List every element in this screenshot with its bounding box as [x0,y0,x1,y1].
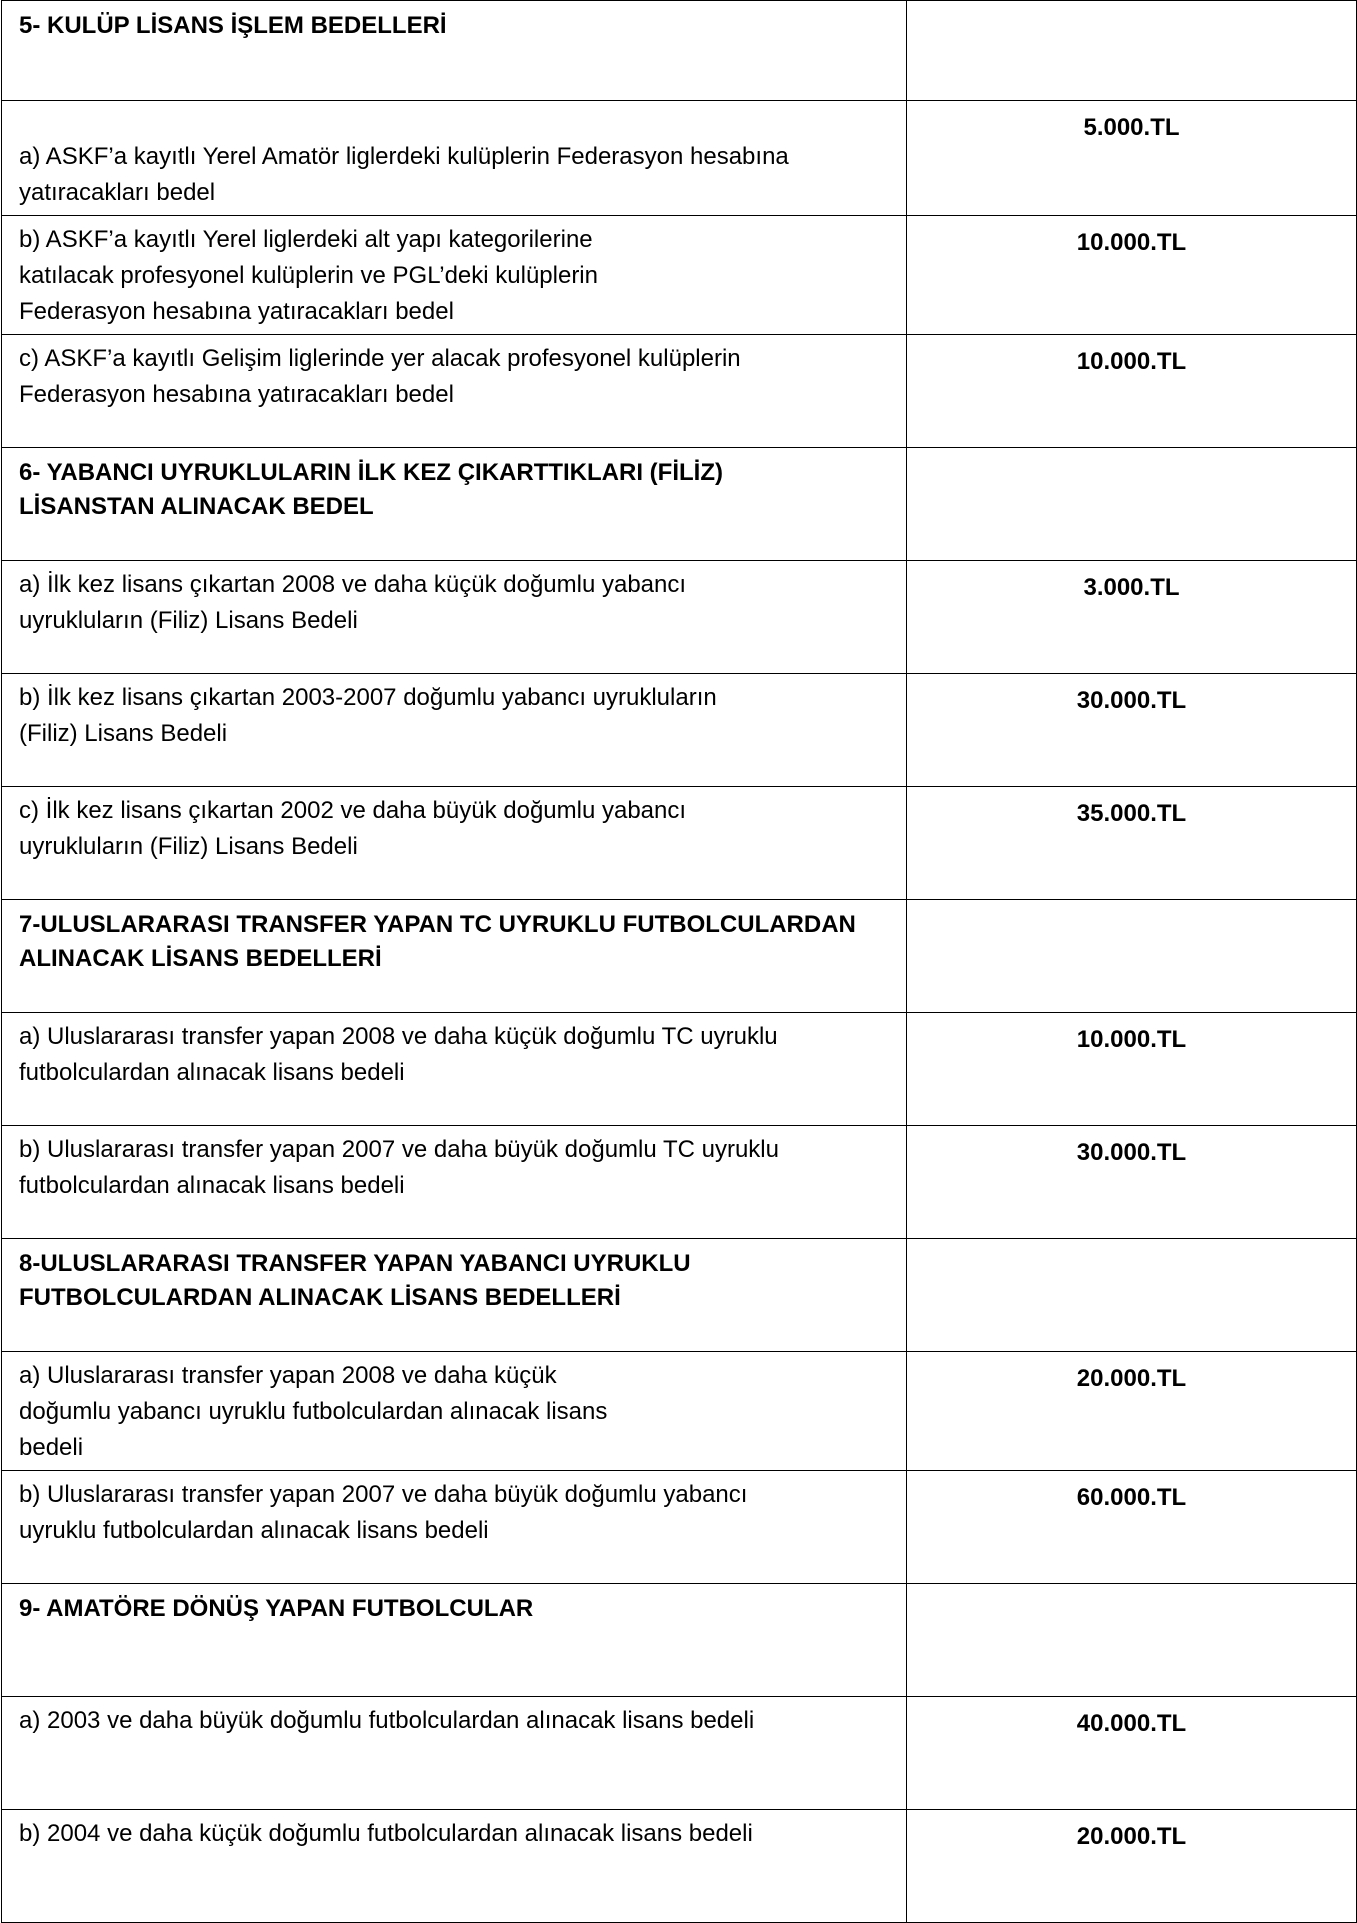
text-line: c) İlk kez lisans çıkartan 2002 ve daha büyük doğumlu yabancı [19,797,687,824]
fee-row [2,216,1357,335]
fee-row [2,1013,1357,1126]
section-amount-cell [907,448,1357,561]
fee-description [2,674,907,787]
fee-row [2,1810,1357,1923]
text-line: b) İlk kez lisans çıkartan 2003-2007 doğumlu yabancı uyrukluların [19,684,717,711]
section-header-row [2,900,1357,1013]
section-heading [2,1584,907,1697]
text-line: b) 2004 ve daha küçük doğumlu futbolculardan alınacak lisans bedeli [19,1820,753,1847]
text-line: 7-ULUSLARARASI TRANSFER YAPAN TC UYRUKLU FUTBOLCULARDAN [19,911,856,938]
fee-amount: 10.000.TL [907,1013,1357,1126]
fee-description [2,1471,907,1584]
fee-row [2,1352,1357,1471]
fee-amount: 10.000.TL [907,335,1357,448]
section-header-row [2,1584,1357,1697]
fee-description [2,1352,907,1471]
fee-description [2,1126,907,1239]
text-line: futbolculardan alınacak lisans bedeli [19,1172,405,1199]
text-line: b) ASKF’a kayıtlı Yerel liglerdeki alt yapı kategorilerine [19,226,593,253]
text-line: a) İlk kez lisans çıkartan 2008 ve daha küçük doğumlu yabancı [19,571,687,598]
fee-amount: 20.000.TL [907,1810,1357,1923]
text-line: 6- YABANCI UYRUKLULARIN İLK KEZ ÇIKARTTIKLARI (FİLİZ) [19,459,723,486]
text-line: LİSANSTAN ALINACAK BEDEL [19,493,374,520]
license-fee-table [1,0,1357,1923]
section-heading [2,900,907,1013]
fee-description [2,1810,907,1923]
text-line: a) ASKF’a kayıtlı Yerel Amatör liglerdeki kulüplerin Federasyon hesabına [19,143,789,170]
fee-amount: 35.000.TL [907,787,1357,900]
text-line: 5- KULÜP LİSANS İŞLEM BEDELLERİ [19,12,447,39]
section-heading [2,1,907,101]
text-line: Federasyon hesabına yatıracakları bedel [19,298,454,325]
section-heading [2,448,907,561]
fee-description [2,216,907,335]
text-line: 8-ULUSLARARASI TRANSFER YAPAN YABANCI UYRUKLU [19,1250,691,1277]
section-heading [2,1239,907,1352]
text-line: Federasyon hesabına yatıracakları bedel [19,381,454,408]
text-line: futbolculardan alınacak lisans bedeli [19,1059,405,1086]
fee-description [2,335,907,448]
fee-amount: 10.000.TL [907,216,1357,335]
text-line: b) Uluslararası transfer yapan 2007 ve daha büyük doğumlu yabancı [19,1481,748,1508]
fee-description [2,561,907,674]
fee-row [2,1126,1357,1239]
text-line: c) ASKF’a kayıtlı Gelişim liglerinde yer alacak profesyonel kulüplerin [19,345,741,372]
fee-description [2,101,907,216]
text-line: ALINACAK LİSANS BEDELLERİ [19,945,382,972]
section-amount-cell [907,1239,1357,1352]
license-fee-table-body [2,1,1357,1923]
text-line: yatıracakları bedel [19,179,216,206]
fee-row [2,101,1357,216]
section-header-row [2,1239,1357,1352]
text-line: (Filiz) Lisans Bedeli [19,720,228,747]
fee-description [2,1697,907,1810]
fee-row [2,787,1357,900]
section-amount-cell [907,1,1357,101]
fee-amount: 40.000.TL [907,1697,1357,1810]
fee-amount: 5.000.TL [907,101,1357,216]
fee-amount: 60.000.TL [907,1471,1357,1584]
section-header-row [2,448,1357,561]
section-amount-cell [907,900,1357,1013]
text-line: katılacak profesyonel kulüplerin ve PGL’deki kulüplerin [19,262,598,289]
fee-description [2,787,907,900]
text-line: 9- AMATÖRE DÖNÜŞ YAPAN FUTBOLCULAR [19,1595,534,1622]
fee-amount: 30.000.TL [907,1126,1357,1239]
text-line: uyrukluların (Filiz) Lisans Bedeli [19,607,358,634]
fee-description [2,1013,907,1126]
text-line: a) 2003 ve daha büyük doğumlu futbolculardan alınacak lisans bedeli [19,1707,755,1734]
text-line: a) Uluslararası transfer yapan 2008 ve daha küçük doğumlu TC uyruklu [19,1023,778,1050]
section-amount-cell [907,1584,1357,1697]
fee-row [2,335,1357,448]
fee-row [2,1471,1357,1584]
fee-amount: 20.000.TL [907,1352,1357,1471]
section-header-row [2,1,1357,101]
fee-row [2,1697,1357,1810]
text-line: FUTBOLCULARDAN ALINACAK LİSANS BEDELLERİ [19,1284,621,1311]
text-line: b) Uluslararası transfer yapan 2007 ve daha büyük doğumlu TC uyruklu [19,1136,779,1163]
text-line: a) Uluslararası transfer yapan 2008 ve daha küçük [19,1362,557,1389]
fee-row [2,674,1357,787]
text-line: bedeli [19,1434,84,1461]
text-line: doğumlu yabancı uyruklu futbolculardan alınacak lisans [19,1398,608,1425]
text-line: uyrukluların (Filiz) Lisans Bedeli [19,833,358,860]
text-line: uyruklu futbolculardan alınacak lisans bedeli [19,1517,489,1544]
fee-row [2,561,1357,674]
fee-amount: 3.000.TL [907,561,1357,674]
fee-amount: 30.000.TL [907,674,1357,787]
